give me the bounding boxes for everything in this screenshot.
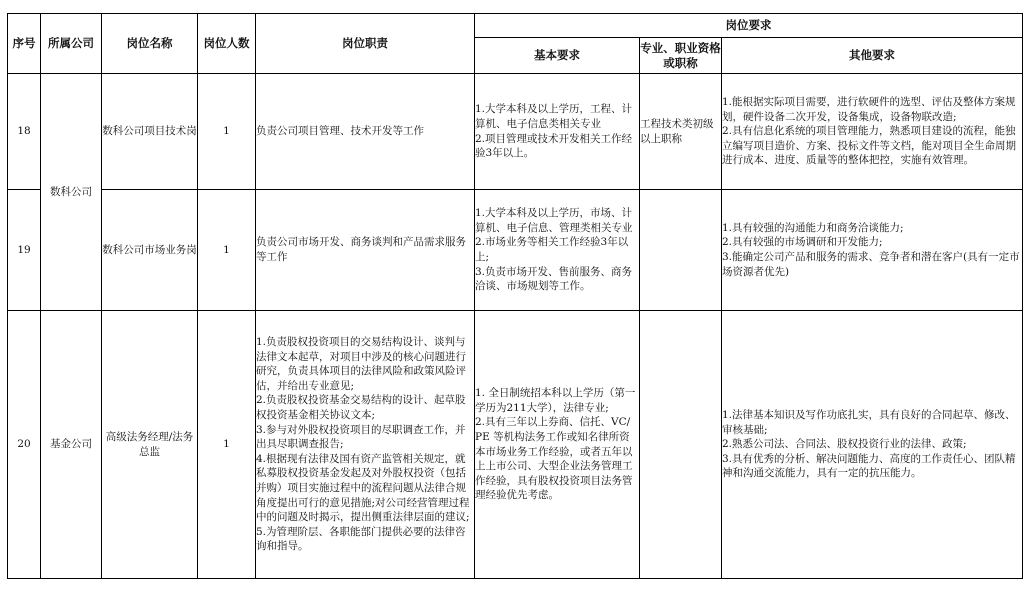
cell-duties: 负责公司市场开发、商务谈判和产品需求服务等工作 [256,190,475,311]
table-row [8,74,1023,190]
cell-seq: 19 [8,190,41,311]
cell-basic: 1.大学本科及以上学历，市场、计算机、电子信息、管理类相关专业 2.市场业务等相关工作经验3年以上; 3.负责市场开发、售前服务、商务洽谈、市场规划等工作。 [475,190,640,311]
cell-duties: 1.负责股权投资项目的交易结构设计、谈判与法律文本起草，对项目中涉及的核心问题进行研究，负责具体项目的法律风险和政策风险评估，并给出专业意见; 2.负责股权投资基金交易结构的设计、起草股权投资基金相关协议文本; 3.参与对外股权投资项目的尽职调查工作，并出具尽职调查报告; 4.根据现有法律及国有资产监管相关规定，就私募股权投资基金发起及对外股权投资（包括并购）项目实施过程中的流程问题从法律合规角度提出可行的意见措施;对公司经营管理过程中的问题及时揭示，提出侧重法律层面的建议; 5.为管理阶层、各职能部门提供必要的法律咨询和指导。 [256,311,475,579]
cell-position: 数科公司项目技术岗 [102,74,198,190]
cell-professional [640,190,722,311]
cell-company: 基金公司 [41,311,102,579]
header-basic: 基本要求 [475,38,640,74]
job-requirements-table [7,13,1023,579]
header-count: 岗位人数 [198,14,256,74]
cell-company: 数科公司 [41,74,102,311]
cell-other: 1.能根据实际项目需要，进行软硬件的选型、评估及整体方案规划，硬件设备二次开发，设备集成，设备物联改造; 2.具有信息化系统的项目管理能力，熟悉项目建设的流程，能独立编写项目造价、方案、投标文件等文档，能对项目全生命周期进行成本、进度、质量等的整体把控，实施有效管理。 [722,74,1023,190]
cell-basic: 1.大学本科及以上学历，工程、计算机、电子信息类相关专业 2.项目管理或技术开发相关工作经验3年以上。 [475,74,640,190]
cell-position: 数科公司市场业务岗 [102,190,198,311]
cell-position: 高级法务经理/法务总监 [102,311,198,579]
header-company: 所属公司 [41,14,102,74]
cell-count: 1 [198,74,256,190]
cell-basic: 1. 全日制统招本科以上学历（第一学历为211大学），法律专业; 2.具有三年以上券商、信托、VC/ PE 等机构法务工作或知名律所资本市场业务工作经验，或者五年以上上市公司、大型企业法务管理工作经验，具有股权投资项目法务管理经验优先考虑。 [475,311,640,579]
cell-seq: 20 [8,311,41,579]
table-row [8,311,1023,579]
cell-other: 1.法律基本知识及写作功底扎实，具有良好的合同起草、修改、审核基础; 2.熟悉公司法、合同法、股权投资行业的法律、政策; 3.具有优秀的分析、解决问题能力、高度的工作责任心、团队精神和沟通交流能力，具有一定的抗压能力。 [722,311,1023,579]
header-other: 其他要求 [722,38,1023,74]
cell-professional [640,311,722,579]
table-row [8,190,1023,311]
header-duties: 岗位职责 [256,14,475,74]
header-requirements: 岗位要求 [475,14,1023,38]
cell-seq: 18 [8,74,41,190]
header-seq: 序号 [8,14,41,74]
cell-count: 1 [198,190,256,311]
cell-professional: 工程技术类初级以上职称 [640,74,722,190]
cell-duties: 负责公司项目管理、技术开发等工作 [256,74,475,190]
cell-count: 1 [198,311,256,579]
cell-other: 1.具有较强的沟通能力和商务洽谈能力; 2.具有较强的市场调研和开发能力; 3.能确定公司产品和服务的需求、竞争者和潜在客户(具有一定市场资源者优先) [722,190,1023,311]
header-position: 岗位名称 [102,14,198,74]
header-professional: 专业、职业资格或职称 [640,38,722,74]
